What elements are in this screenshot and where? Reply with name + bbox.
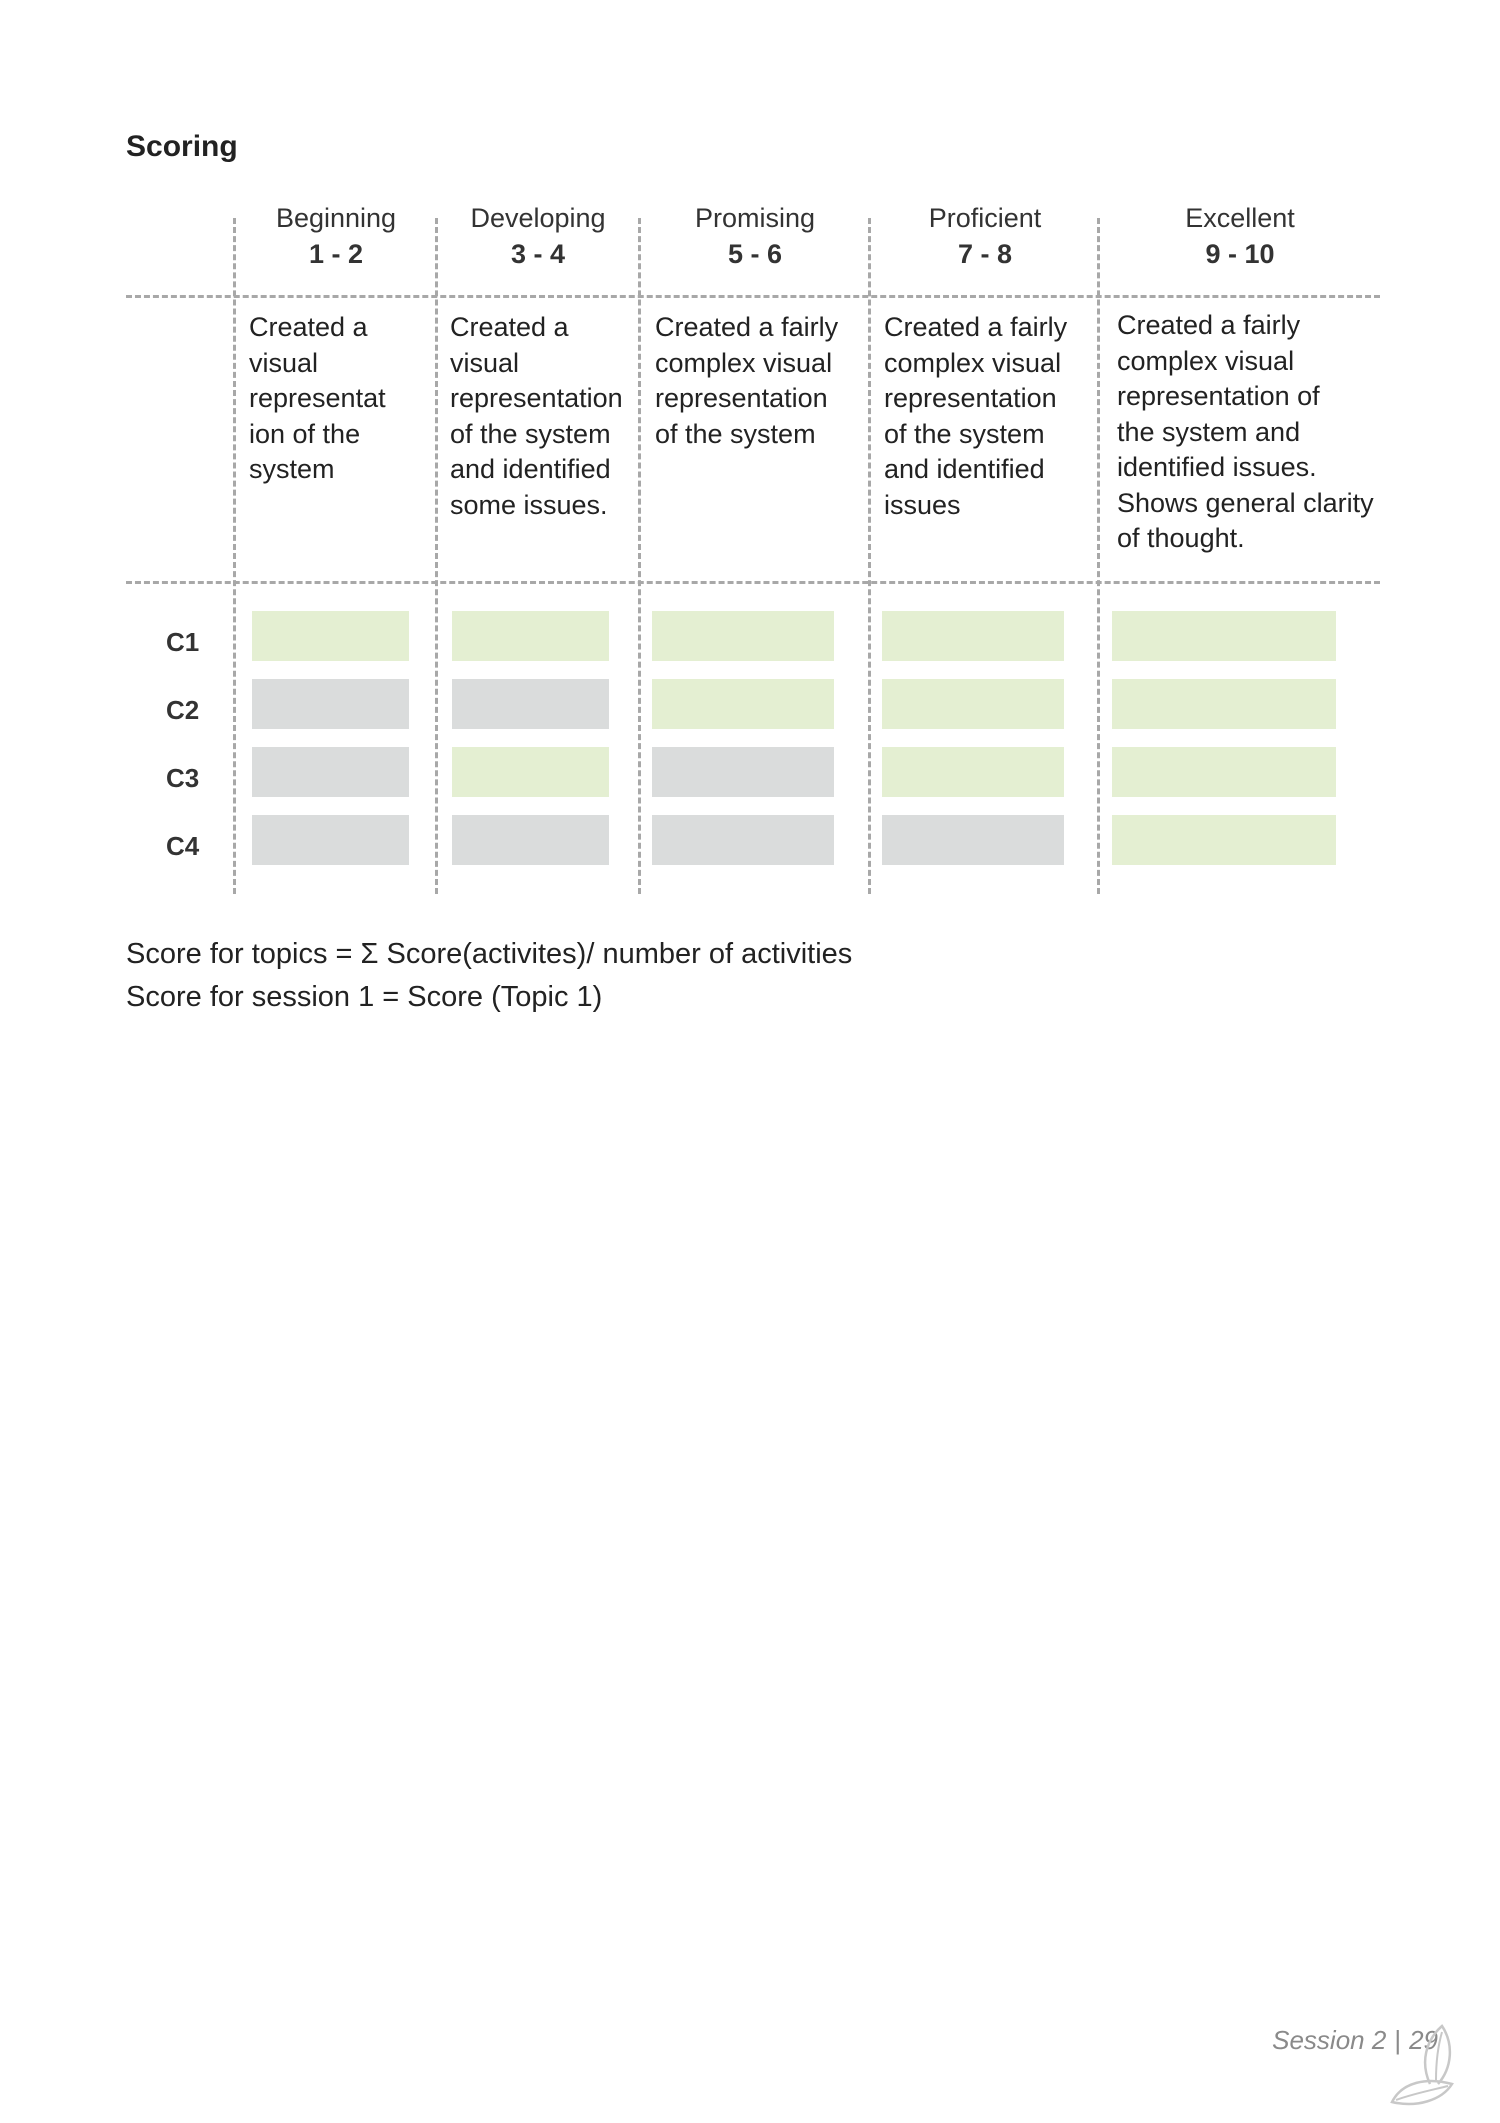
row-label-c1: C1 [166, 627, 200, 657]
description-line: Created a fairly [655, 312, 839, 342]
grid-hline [126, 581, 1380, 584]
column-range: 7 - 8 [957, 239, 1013, 269]
grid-vline [638, 218, 641, 894]
description-line: issues [884, 489, 961, 520]
description-proficient [884, 310, 1067, 523]
score-cell [652, 815, 834, 865]
score-cell [882, 611, 1064, 661]
description-line: representation [450, 383, 623, 413]
footer-session: Session 2 [1272, 2025, 1387, 2055]
row-label-c4: C4 [166, 831, 200, 861]
footer-page-number: 29 [1409, 2025, 1438, 2055]
description-line: and identified [450, 454, 611, 484]
column-name: Promising [694, 203, 816, 233]
score-cell [652, 611, 834, 661]
grid-vline [435, 218, 438, 894]
column-name: Beginning [275, 203, 397, 233]
score-cell [452, 679, 609, 729]
column-header-excellent [1100, 200, 1380, 272]
score-cell [452, 815, 609, 865]
description-excellent [1117, 308, 1374, 557]
score-cell [252, 679, 409, 729]
formula-topics: Score for topics = Σ Score(activites)/ number of activities [126, 938, 853, 970]
column-header-promising [641, 200, 869, 272]
description-line: of the system [655, 418, 816, 449]
score-cell [882, 815, 1064, 865]
column-name: Proficient [928, 203, 1042, 233]
description-developing [450, 310, 623, 523]
description-line: and identified [884, 454, 1045, 484]
column-name: Developing [470, 203, 606, 233]
column-range: 9 - 10 [1205, 239, 1275, 269]
score-cell [452, 747, 609, 797]
score-cell [1112, 611, 1336, 661]
grid-vline [233, 218, 236, 894]
description-line: Created a [450, 312, 569, 342]
description-line: ion of the [249, 418, 361, 449]
score-cell [252, 815, 409, 865]
description-line: some issues. [450, 489, 608, 520]
description-line: visual [249, 347, 319, 378]
description-beginning [249, 310, 386, 488]
description-line: of the system [450, 418, 611, 449]
description-line: of thought. [1117, 523, 1245, 553]
description-line: representat [249, 383, 386, 413]
column-header-beginning [236, 200, 436, 272]
column-range: 5 - 6 [727, 239, 783, 269]
grid-vline [1097, 218, 1100, 894]
score-cell [652, 679, 834, 729]
column-name: Excellent [1185, 203, 1295, 233]
footer-separator: | [1394, 2025, 1402, 2055]
description-line: Created a fairly [884, 312, 1068, 342]
description-line: representation [655, 383, 828, 413]
score-cell [1112, 815, 1336, 865]
column-header-proficient [871, 200, 1099, 272]
score-cell [882, 679, 1064, 729]
column-header-developing [438, 200, 638, 272]
section-title: Scoring [126, 130, 238, 163]
description-line: visual [450, 347, 520, 378]
description-line: representation [884, 383, 1057, 413]
grid-hline [126, 295, 1380, 298]
description-line: complex visual [1117, 345, 1295, 376]
column-range: 3 - 4 [510, 239, 566, 269]
score-cell [882, 747, 1064, 797]
row-label-c3: C3 [166, 763, 200, 793]
description-line: Created a [249, 312, 368, 342]
row-label-c2: C2 [166, 695, 200, 725]
score-cell [452, 611, 609, 661]
leaf-icon [1382, 2022, 1462, 2114]
description-line: Created a fairly [1117, 310, 1301, 340]
description-line: Shows general clarity [1117, 487, 1374, 518]
description-line: system [249, 454, 335, 484]
score-cell [252, 747, 409, 797]
description-line: complex visual [655, 347, 833, 378]
grid-vline [868, 218, 871, 894]
description-line: identified issues. [1117, 452, 1317, 482]
description-line: complex visual [884, 347, 1062, 378]
column-range: 1 - 2 [308, 239, 364, 269]
score-cell [1112, 747, 1336, 797]
score-cell [252, 611, 409, 661]
score-cell [652, 747, 834, 797]
description-line: representation of [1117, 381, 1320, 411]
formula-session: Score for session 1 = Score (Topic 1) [126, 981, 603, 1013]
description-line: of the system [884, 418, 1045, 449]
description-promising [655, 310, 838, 452]
score-cell [1112, 679, 1336, 729]
description-line: the system and [1117, 416, 1301, 447]
